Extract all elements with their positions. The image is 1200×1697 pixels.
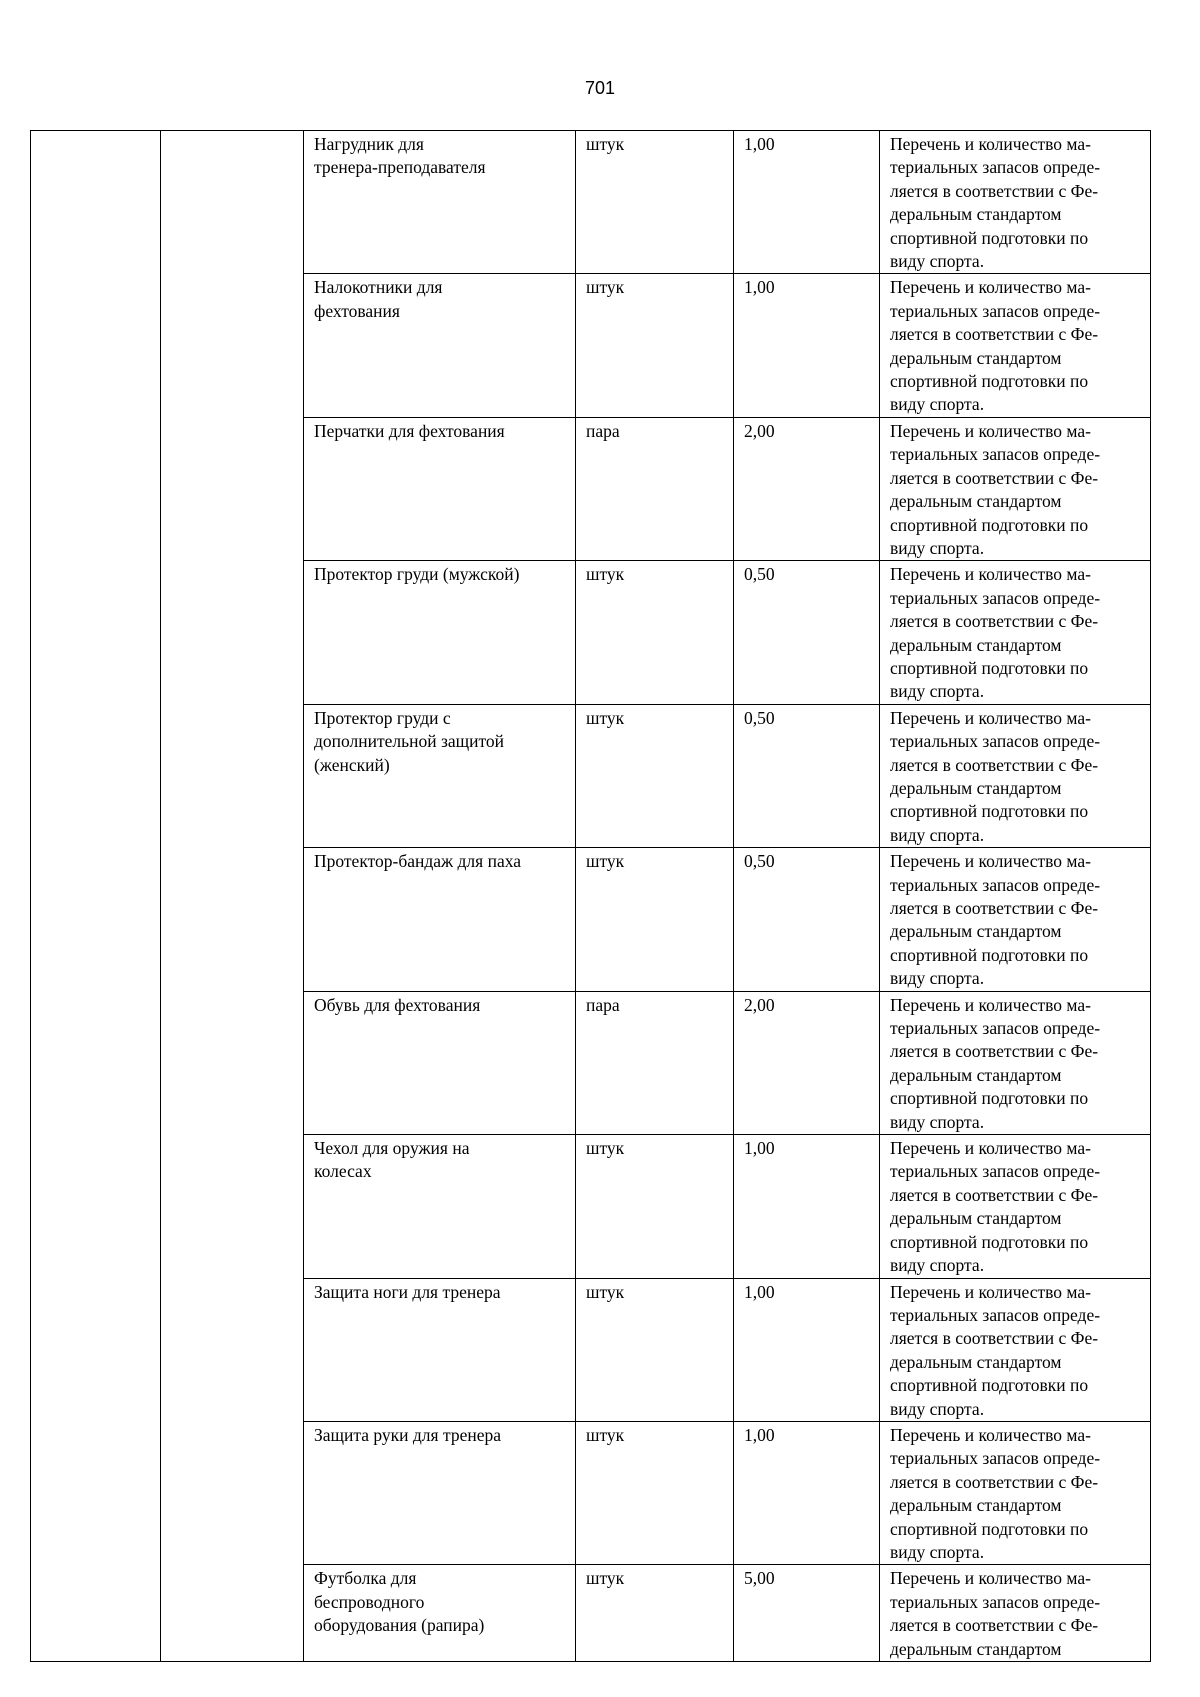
table-row — [31, 131, 1151, 274]
item-name-cell: Протектор-бандаж для паха — [304, 848, 576, 991]
item-name-cell: Защита ноги для тренера — [304, 1278, 576, 1421]
unit-cell: штук — [576, 704, 734, 847]
item-name-cell: Футболка для беспроводного оборудования (рапира) — [304, 1565, 576, 1662]
unit-cell: штук — [576, 1421, 734, 1564]
quantity-cell: 1,00 — [734, 1135, 880, 1278]
unit-cell: штук — [576, 561, 734, 704]
quantity-cell: 1,00 — [734, 274, 880, 417]
quantity-cell: 1,00 — [734, 1278, 880, 1421]
item-name-cell: Защита руки для тренера — [304, 1421, 576, 1564]
note-cell: Перечень и количество ма- териальных запасов опреде- ляется в соответствии с Фе- деральным стандартом спортивной подготовки по виду спорта. — [880, 1421, 1151, 1564]
item-name-cell: Обувь для фехтования — [304, 991, 576, 1134]
quantity-cell: 2,00 — [734, 991, 880, 1134]
quantity-cell: 0,50 — [734, 561, 880, 704]
item-name-cell: Протектор груди (мужской) — [304, 561, 576, 704]
item-name-cell: Нагрудник для тренера-преподавателя — [304, 131, 576, 274]
item-name-cell: Перчатки для фехтования — [304, 417, 576, 560]
quantity-cell: 1,00 — [734, 131, 880, 274]
note-cell: Перечень и количество ма- териальных запасов опреде- ляется в соответствии с Фе- деральным стандартом — [880, 1565, 1151, 1662]
quantity-cell: 2,00 — [734, 417, 880, 560]
quantity-cell: 1,00 — [734, 1421, 880, 1564]
quantity-cell: 5,00 — [734, 1565, 880, 1662]
note-cell: Перечень и количество ма- териальных запасов опреде- ляется в соответствии с Фе- деральным стандартом спортивной подготовки по виду спорта. — [880, 131, 1151, 274]
quantity-cell: 0,50 — [734, 848, 880, 991]
unit-cell: штук — [576, 1565, 734, 1662]
materials-table-body — [31, 131, 1151, 1662]
note-cell: Перечень и количество ма- териальных запасов опреде- ляется в соответствии с Фе- деральным стандартом спортивной подготовки по виду спорта. — [880, 274, 1151, 417]
page-number: 701 — [584, 78, 616, 98]
unit-cell: пара — [576, 417, 734, 560]
materials-table — [30, 130, 1151, 1662]
note-cell: Перечень и количество ма- териальных запасов опреде- ляется в соответствии с Фе- деральным стандартом спортивной подготовки по виду спорта. — [880, 1278, 1151, 1421]
note-cell: Перечень и количество ма- териальных запасов опреде- ляется в соответствии с Фе- деральным стандартом спортивной подготовки по виду спорта. — [880, 561, 1151, 704]
note-cell: Перечень и количество ма- териальных запасов опреде- ляется в соответствии с Фе- деральным стандартом спортивной подготовки по виду спорта. — [880, 1135, 1151, 1278]
item-name-cell: Чехол для оружия на колесах — [304, 1135, 576, 1278]
item-name-cell: Протектор груди с дополнительной защитой (женский) — [304, 704, 576, 847]
note-cell: Перечень и количество ма- териальных запасов опреде- ляется в соответствии с Фе- деральным стандартом спортивной подготовки по виду спорта. — [880, 704, 1151, 847]
unit-cell: пара — [576, 991, 734, 1134]
note-cell: Перечень и количество ма- териальных запасов опреде- ляется в соответствии с Фе- деральным стандартом спортивной подготовки по виду спорта. — [880, 848, 1151, 991]
item-name-cell: Налокотники для фехтования — [304, 274, 576, 417]
unit-cell: штук — [576, 848, 734, 991]
quantity-cell: 0,50 — [734, 704, 880, 847]
unit-cell: штук — [576, 131, 734, 274]
unit-cell: штук — [576, 1135, 734, 1278]
unit-cell: штук — [576, 1278, 734, 1421]
section-name-cell — [161, 131, 304, 1662]
note-cell: Перечень и количество ма- териальных запасов опреде- ляется в соответствии с Фе- деральным стандартом спортивной подготовки по виду спорта. — [880, 417, 1151, 560]
note-cell: Перечень и количество ма- териальных запасов опреде- ляется в соответствии с Фе- деральным стандартом спортивной подготовки по виду спорта. — [880, 991, 1151, 1134]
unit-cell: штук — [576, 274, 734, 417]
section-number-cell — [31, 131, 161, 1662]
